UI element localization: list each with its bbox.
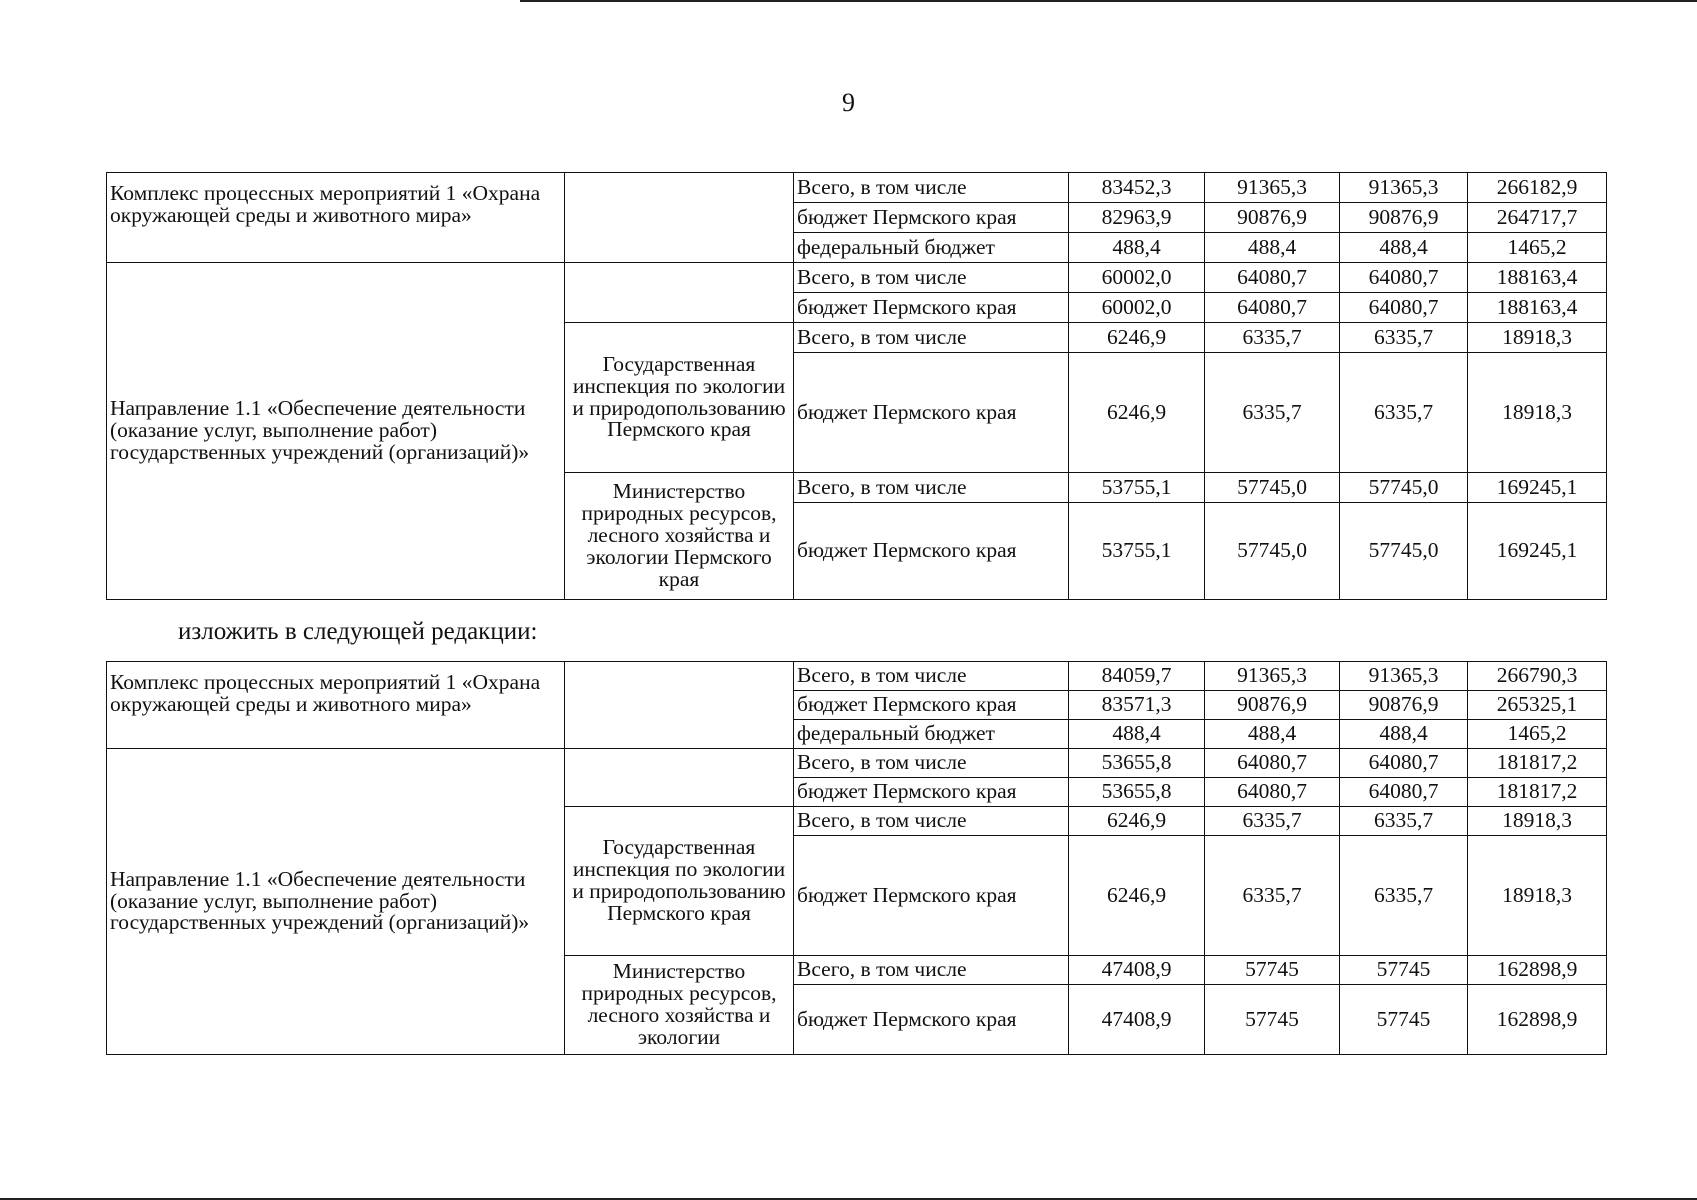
direction-name-cell: Направление 1.1 «Обеспечение деятельности (оказание услуг, выполнение работ) государственных учреждений (организаций)» xyxy=(107,263,565,600)
funding-source-cell: федеральный бюджет xyxy=(794,720,1069,749)
value-cell: 6246,9 xyxy=(1069,353,1205,473)
value-cell: 90876,9 xyxy=(1205,203,1340,233)
value-cell: 488,4 xyxy=(1205,720,1340,749)
value-cell: 82963,9 xyxy=(1069,203,1205,233)
funding-source-cell: Всего, в том числе xyxy=(794,807,1069,836)
value-cell: 6246,9 xyxy=(1069,836,1205,956)
value-cell: 64080,7 xyxy=(1205,293,1340,323)
executor-inspection-cell: Государственная инспекция по экологии и природопользованию Пермского края xyxy=(565,323,794,473)
page-number: 9 xyxy=(842,88,855,117)
executor-ministry-cell: Министерство природных ресурсов, лесного хозяйства и экологии Пермского края xyxy=(565,473,794,600)
total-cell: 18918,3 xyxy=(1468,353,1607,473)
value-cell: 57745,0 xyxy=(1205,503,1340,600)
budget-table-new xyxy=(106,661,1607,1055)
total-cell: 18918,3 xyxy=(1468,807,1607,836)
funding-source-cell: федеральный бюджет xyxy=(794,233,1069,263)
total-cell: 188163,4 xyxy=(1468,293,1607,323)
complex-name-cell: Комплекс процессных мероприятий 1 «Охрана окружающей среды и животного мира» xyxy=(107,662,565,749)
executor-inspection-cell: Государственная инспекция по экологии и природопользованию Пермского края xyxy=(565,807,794,956)
funding-source-cell: бюджет Пермского края xyxy=(794,985,1069,1055)
value-cell: 57745,0 xyxy=(1340,503,1468,600)
value-cell: 6246,9 xyxy=(1069,807,1205,836)
direction-name-cell: Направление 1.1 «Обеспечение деятельности (оказание услуг, выполнение работ) государственных учреждений (организаций)» xyxy=(107,749,565,1055)
table-row xyxy=(107,263,1607,293)
value-cell: 53755,1 xyxy=(1069,503,1205,600)
funding-source-cell: Всего, в том числе xyxy=(794,323,1069,353)
total-cell: 265325,1 xyxy=(1468,691,1607,720)
total-cell: 18918,3 xyxy=(1468,323,1607,353)
funding-source-cell: Всего, в том числе xyxy=(794,749,1069,778)
total-cell: 266182,9 xyxy=(1468,173,1607,203)
funding-source-cell: Всего, в том числе xyxy=(794,662,1069,691)
value-cell: 91365,3 xyxy=(1205,662,1340,691)
funding-source-cell: Всего, в том числе xyxy=(794,956,1069,985)
total-cell: 181817,2 xyxy=(1468,749,1607,778)
value-cell: 488,4 xyxy=(1340,720,1468,749)
funding-source-cell: Всего, в том числе xyxy=(794,263,1069,293)
value-cell: 6335,7 xyxy=(1340,807,1468,836)
funding-source-cell: бюджет Пермского края xyxy=(794,353,1069,473)
funding-source-cell: бюджет Пермского края xyxy=(794,778,1069,807)
value-cell: 90876,9 xyxy=(1340,203,1468,233)
value-cell: 6335,7 xyxy=(1205,353,1340,473)
top-border-line xyxy=(520,0,1697,2)
total-cell: 264717,7 xyxy=(1468,203,1607,233)
empty-executor-cell xyxy=(565,749,794,807)
value-cell: 6335,7 xyxy=(1205,807,1340,836)
executor-ministry-cell: Министерство природных ресурсов, лесного хозяйства и экологии xyxy=(565,956,794,1055)
value-cell: 57745 xyxy=(1205,985,1340,1055)
value-cell: 57745 xyxy=(1340,985,1468,1055)
funding-source-cell: Всего, в том числе xyxy=(794,173,1069,203)
empty-executor-cell xyxy=(565,173,794,263)
total-cell: 188163,4 xyxy=(1468,263,1607,293)
value-cell: 91365,3 xyxy=(1340,662,1468,691)
total-cell: 1465,2 xyxy=(1468,233,1607,263)
funding-source-cell: Всего, в том числе xyxy=(794,473,1069,503)
value-cell: 90876,9 xyxy=(1205,691,1340,720)
total-cell: 1465,2 xyxy=(1468,720,1607,749)
value-cell: 47408,9 xyxy=(1069,956,1205,985)
value-cell: 64080,7 xyxy=(1340,778,1468,807)
total-cell: 162898,9 xyxy=(1468,956,1607,985)
value-cell: 64080,7 xyxy=(1205,778,1340,807)
value-cell: 488,4 xyxy=(1069,720,1205,749)
funding-source-cell: бюджет Пермского края xyxy=(794,836,1069,956)
table-row xyxy=(107,749,1607,778)
value-cell: 64080,7 xyxy=(1340,749,1468,778)
value-cell: 488,4 xyxy=(1069,233,1205,263)
value-cell: 91365,3 xyxy=(1205,173,1340,203)
value-cell: 64080,7 xyxy=(1205,749,1340,778)
total-cell: 169245,1 xyxy=(1468,503,1607,600)
value-cell: 6335,7 xyxy=(1205,836,1340,956)
value-cell: 6335,7 xyxy=(1340,353,1468,473)
funding-source-cell: бюджет Пермского края xyxy=(794,293,1069,323)
budget-table-current xyxy=(106,172,1607,600)
value-cell: 53755,1 xyxy=(1069,473,1205,503)
value-cell: 83452,3 xyxy=(1069,173,1205,203)
table-row xyxy=(107,173,1607,203)
table-row xyxy=(107,662,1607,691)
value-cell: 6335,7 xyxy=(1205,323,1340,353)
total-cell: 162898,9 xyxy=(1468,985,1607,1055)
value-cell: 60002,0 xyxy=(1069,263,1205,293)
funding-source-cell: бюджет Пермского края xyxy=(794,203,1069,233)
empty-executor-cell xyxy=(565,662,794,749)
value-cell: 57745 xyxy=(1340,956,1468,985)
value-cell: 84059,7 xyxy=(1069,662,1205,691)
value-cell: 57745,0 xyxy=(1340,473,1468,503)
funding-source-cell: бюджет Пермского края xyxy=(794,691,1069,720)
value-cell: 488,4 xyxy=(1205,233,1340,263)
value-cell: 83571,3 xyxy=(1069,691,1205,720)
value-cell: 47408,9 xyxy=(1069,985,1205,1055)
total-cell: 169245,1 xyxy=(1468,473,1607,503)
complex-name-cell: Комплекс процессных мероприятий 1 «Охрана окружающей среды и животного мира» xyxy=(107,173,565,263)
value-cell: 64080,7 xyxy=(1340,293,1468,323)
amendment-intro-text: изложить в следующей редакции: xyxy=(178,618,538,645)
total-cell: 266790,3 xyxy=(1468,662,1607,691)
value-cell: 57745 xyxy=(1205,956,1340,985)
empty-executor-cell xyxy=(565,263,794,323)
total-cell: 18918,3 xyxy=(1468,836,1607,956)
value-cell: 6335,7 xyxy=(1340,836,1468,956)
value-cell: 6335,7 xyxy=(1340,323,1468,353)
value-cell: 64080,7 xyxy=(1340,263,1468,293)
value-cell: 53655,8 xyxy=(1069,778,1205,807)
value-cell: 64080,7 xyxy=(1205,263,1340,293)
value-cell: 53655,8 xyxy=(1069,749,1205,778)
value-cell: 6246,9 xyxy=(1069,323,1205,353)
value-cell: 60002,0 xyxy=(1069,293,1205,323)
value-cell: 90876,9 xyxy=(1340,691,1468,720)
value-cell: 91365,3 xyxy=(1340,173,1468,203)
value-cell: 57745,0 xyxy=(1205,473,1340,503)
total-cell: 181817,2 xyxy=(1468,778,1607,807)
value-cell: 488,4 xyxy=(1340,233,1468,263)
funding-source-cell: бюджет Пермского края xyxy=(794,503,1069,600)
